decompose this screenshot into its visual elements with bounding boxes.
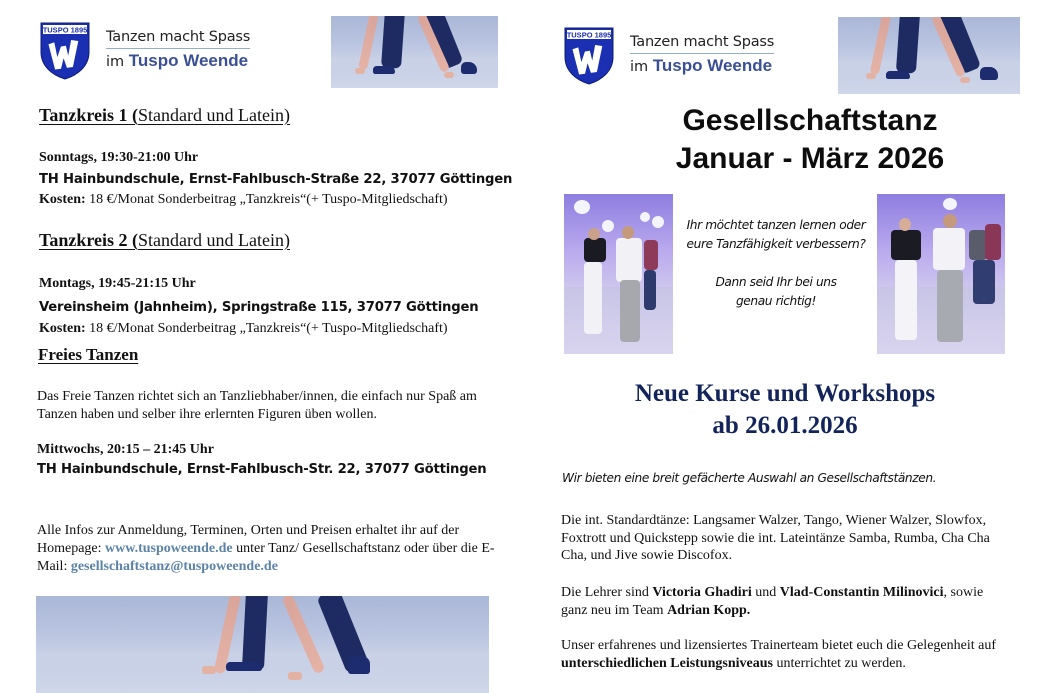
teacher-3-name: Adrian Kopp. xyxy=(667,602,751,618)
teachers-paragraph xyxy=(561,584,1001,619)
title-line-1: Gesellschaftstanz xyxy=(682,104,938,137)
dance-class-photo-right xyxy=(877,194,1005,354)
svg-text:TUSPO 1895: TUSPO 1895 xyxy=(42,25,88,35)
club-name-line xyxy=(630,56,774,77)
teacher-2-name: Vlad-Constantin Milinovici xyxy=(779,585,944,600)
tanzkreis2-heading-bold: Tanzkreis 2 ( xyxy=(39,230,139,250)
tuspo-shield-logo-right xyxy=(564,27,614,85)
tagline-text: Tanzen macht Spass xyxy=(106,28,250,49)
courses-start-date: ab 26.01.2026 xyxy=(712,412,858,439)
freies-tanzen-description: Das Freie Tanzen richtet sich an Tanzliebhaber/innen, die einfach nur Spaß am Tanzen haben und selber ihre erlernten Figuren üben wollen. xyxy=(37,389,477,422)
courses-heading xyxy=(560,378,1010,442)
freies-tanzen-heading: Freies Tanzen xyxy=(38,345,139,364)
freies-tanzen-schedule: Mittwochs, 20:15 – 21:45 Uhr xyxy=(37,442,214,457)
tanzkreis1-heading-rest: Standard und Latein) xyxy=(138,105,290,125)
tuspo-shield-logo xyxy=(40,22,90,80)
tanzkreis1-heading xyxy=(39,105,290,126)
trainer-paragraph xyxy=(561,637,1001,672)
brand-tagline xyxy=(106,28,250,72)
trainer-before: Unser erfahrenes und lizensiertes Trainerteam bietet euch die Gelegenheit auf xyxy=(561,638,996,653)
callout-text xyxy=(684,216,868,311)
teachers-middle: , sowie ganz neu im Team xyxy=(561,585,984,618)
page-title xyxy=(600,102,1020,178)
club-name-line xyxy=(106,51,250,72)
tanzkreis2-location: Vereinsheim (Jahnheim), Springstraße 115, 37077 Göttingen xyxy=(39,300,479,315)
cost-text: 18 €/Monat Sonderbeitrag „Tanzkreis“(+ Tuspo-Mitgliedschaft) xyxy=(85,321,448,336)
offer-text: Wir bieten eine breit gefächerte Auswahl an Gesellschaftstänzen. xyxy=(562,471,937,485)
cost-label: Kosten: xyxy=(39,321,86,336)
trainer-after: unterrichtet zu werden. xyxy=(772,655,906,671)
info-text-before: Alle Infos zur Anmeldung, Terminen, Orten und Preisen erhaltet ihr auf der Homepage: xyxy=(37,523,460,556)
club-prefix: im xyxy=(106,54,125,70)
callout-answer: Dann seid Ihr bei uns genau richtig! xyxy=(715,275,837,308)
teachers-and: und xyxy=(751,585,780,600)
tanzkreis2-heading xyxy=(39,230,290,251)
shield-icon xyxy=(40,22,90,80)
teacher-1-name: Victoria Ghadiri xyxy=(652,585,752,600)
dance-floor-photo-top-right xyxy=(838,17,1020,94)
tanzkreis2-schedule: Montags, 19:45-21:15 Uhr xyxy=(39,276,196,291)
dance-floor-photo-top-left xyxy=(331,16,498,88)
teachers-intro: Die Lehrer sind xyxy=(561,585,653,600)
title-line-2: Januar - März 2026 xyxy=(675,142,945,175)
club-prefix: im xyxy=(630,59,649,75)
freies-tanzen-location: TH Hainbundschule, Ernst-Fahlbusch-Str. 22, 37077 Göttingen xyxy=(37,462,487,477)
tanzkreis2-cost xyxy=(39,321,448,337)
homepage-link[interactable]: www.tuspoweende.de xyxy=(105,541,233,556)
cost-label: Kosten: xyxy=(39,192,86,207)
dance-class-photo-left xyxy=(564,194,673,354)
svg-text:TUSPO 1895: TUSPO 1895 xyxy=(566,30,612,40)
email-link[interactable]: gesellschaftstanz@tuspoweende.de xyxy=(70,559,278,574)
club-name: Tuspo Weende xyxy=(128,51,249,70)
tanzkreis1-cost xyxy=(39,192,448,208)
tanzkreis2-heading-rest: Standard und Latein) xyxy=(138,230,290,250)
brand-tagline-right xyxy=(630,33,774,77)
club-name: Tuspo Weende xyxy=(652,56,773,75)
shield-icon xyxy=(564,27,614,85)
info-paragraph xyxy=(37,522,497,576)
cost-text: 18 €/Monat Sonderbeitrag „Tanzkreis“(+ Tuspo-Mitgliedschaft) xyxy=(85,192,448,207)
dances-paragraph: Die int. Standardtänze: Langsamer Walzer, Tango, Wiener Walzer, Slowfox, Foxtrott und Quickstepp sowie die int. Lateintänze Samba, Rumba, Cha Cha Cha, und Jive sowie Discofox. xyxy=(561,513,990,563)
trainer-levels: unterschiedlichen Leistungsniveaus xyxy=(561,655,773,671)
info-text-middle: unter Tanz/ Gesellschaftstanz oder über die E-Mail: xyxy=(37,541,495,574)
dance-floor-photo-bottom xyxy=(36,596,489,693)
tanzkreis1-location: TH Hainbundschule, Ernst-Fahlbusch-Straße 22, 37077 Göttingen xyxy=(39,172,513,187)
tagline-text: Tanzen macht Spass xyxy=(630,33,774,54)
courses-line-1: Neue Kurse und Workshops xyxy=(634,380,936,407)
tanzkreis1-schedule: Sonntags, 19:30-21:00 Uhr xyxy=(39,150,199,165)
callout-question: Ihr möchtet tanzen lernen oder eure Tanzfähigkeit verbessern? xyxy=(686,218,866,251)
tanzkreis1-heading-bold: Tanzkreis 1 ( xyxy=(39,105,139,125)
